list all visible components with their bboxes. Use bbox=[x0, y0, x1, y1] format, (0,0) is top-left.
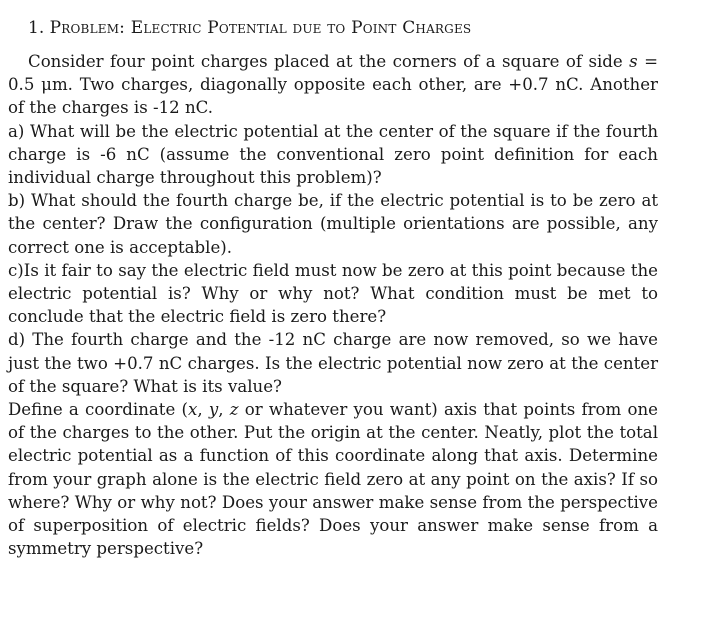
problem-title: Problem: Electric Potential due to Point Charges bbox=[49, 18, 472, 38]
define-text-a: Define a coordinate ( bbox=[8, 400, 188, 420]
part-b-question: b) What should the fourth charge be, if the electric potential is to be zero at the center? Draw the configuration (multiple orientations are possible, any correct one is acceptable). bbox=[8, 191, 658, 257]
part-d-question: d) The fourth charge and the -12 nC charge are now removed, so we have just the two +0.7 nC charges. Is the electric potential now zero at the center of the square? What is its value? bbox=[8, 330, 658, 396]
problem-number: 1. bbox=[28, 18, 45, 38]
intro-variable-s: s bbox=[629, 52, 638, 71]
intro-text-b: = 0.5 μm. Two charges, diagonally opposite each other, are +0.7 nC. Another of the charges is -12 nC. bbox=[8, 52, 658, 118]
intro-paragraph bbox=[8, 50, 658, 120]
coordinate-z: z bbox=[229, 400, 239, 420]
define-separator-2: , bbox=[218, 400, 230, 420]
intro-text-a: Consider four point charges placed at the corners of a square of side bbox=[28, 52, 623, 71]
problem-heading bbox=[28, 16, 659, 40]
part-c-question: c)Is it fair to say the electric field must now be zero at this point because the electric potential is? Why or why not? What condition must be met to conclude that the electric field is zero there? bbox=[8, 260, 658, 327]
part-a-question: a) What will be the electric potential at the center of the square if the fourth charge is -6 nC (assume the conventional zero point definition for each individual charge throughout this problem)? bbox=[8, 121, 658, 188]
define-separator-1: , bbox=[197, 400, 209, 420]
coordinate-y: y bbox=[208, 400, 219, 420]
define-coordinate-paragraph bbox=[8, 398, 658, 560]
problem-body bbox=[8, 50, 658, 560]
define-text-b: or whatever you want) axis that points from one of the charges to the other. Put the origin at the center. Neatly, plot the total electric potential as a function of this coordinate along that axis. Determine from your graph alone is the electric field zero at any point on the axis? If so where? Why or why not? Does your answer make sense from the perspective of superposition of electric fields? Does your answer make sense from a symmetry perspective? bbox=[8, 400, 658, 559]
coordinate-x: x bbox=[187, 400, 198, 420]
